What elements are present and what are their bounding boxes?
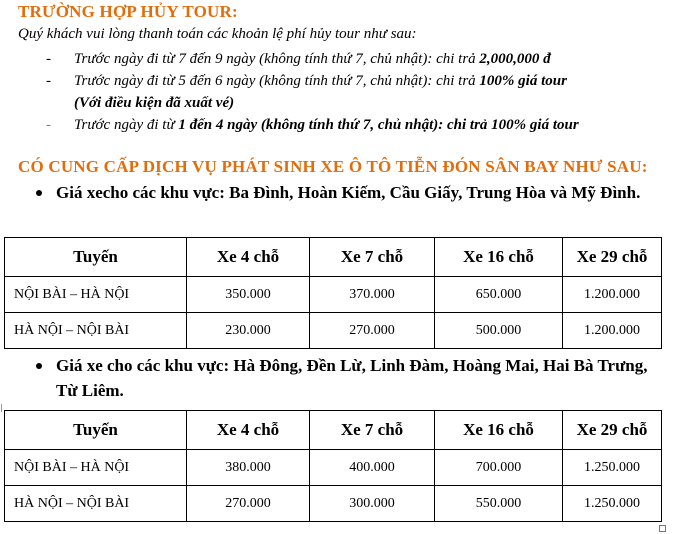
price-cell: 700.000 xyxy=(435,450,563,486)
price-cell: 1.250.000 xyxy=(563,486,662,522)
route-cell: NỘI BÀI – HÀ NỘI xyxy=(5,450,187,486)
table-resize-handle-icon[interactable] xyxy=(659,525,666,532)
table-header-row xyxy=(5,411,662,450)
cancel-fee-item xyxy=(46,48,676,70)
cancel-fee-amount: 100% giá tour xyxy=(479,73,567,89)
dash-marker: - xyxy=(46,117,51,133)
price-cell: 550.000 xyxy=(435,486,563,522)
route-cell: HÀ NỘI – NỘI BÀI xyxy=(5,313,187,349)
cancel-fee-text: Trước ngày đi từ xyxy=(74,117,179,133)
table-row xyxy=(5,450,662,486)
header-cell: Xe 16 chỗ xyxy=(435,238,563,277)
price-cell: 500.000 xyxy=(435,313,563,349)
cancel-fee-item xyxy=(46,70,676,92)
route-cell: HÀ NỘI – NỘI BÀI xyxy=(5,486,187,522)
cancel-fee-text: Trước ngày đi từ 5 đến 6 ngày (không tính thứ 7, chủ nhật): chi trả xyxy=(74,73,480,89)
price-cell: 1.200.000 xyxy=(563,313,662,349)
header-cell: Tuyến xyxy=(5,238,187,277)
price-cell: 270.000 xyxy=(310,313,435,349)
cancel-fee-amount: 1 đến 4 xyxy=(178,117,224,133)
dash-marker: - xyxy=(46,73,51,89)
price-table xyxy=(4,410,662,522)
cancel-fee-amount: 2,000,000 đ xyxy=(479,51,551,67)
cancel-fee-amount: (Với điều kiện đã xuất vé) xyxy=(74,95,235,111)
dash-marker: - xyxy=(46,51,51,67)
price-table xyxy=(4,237,662,349)
header-cell: Xe 7 chỗ xyxy=(310,238,435,277)
area-bullet-text: Giá xecho các khu vực: Ba Đình, Hoàn Kiếm, Cầu Giấy, Trung Hòa và Mỹ Đình. xyxy=(56,183,641,202)
route-cell: NỘI BÀI – HÀ NỘI xyxy=(5,277,187,313)
table-row xyxy=(5,313,662,349)
margin-mark xyxy=(1,404,2,412)
header-cell: Xe 4 chỗ xyxy=(187,411,310,450)
area-bullet-text: Giá xe cho các khu vực: Hà Đông, Đền Lừ, Linh Đàm, Hoàng Mai, Hai Bà Trưng, Từ Liêm. xyxy=(56,356,648,400)
price-cell: 370.000 xyxy=(310,277,435,313)
header-cell: Tuyến xyxy=(5,411,187,450)
cancel-fee-list xyxy=(46,48,676,136)
price-cell: 1.250.000 xyxy=(563,450,662,486)
header-cell: Xe 4 chỗ xyxy=(187,238,310,277)
table-row xyxy=(5,486,662,522)
cancel-heading: TRƯỜNG HỢP HỦY TOUR: xyxy=(18,2,238,21)
price-cell: 650.000 xyxy=(435,277,563,313)
price-cell: 230.000 xyxy=(187,313,310,349)
cancel-fee-text: Trước ngày đi từ 7 đến 9 ngày (không tính thứ 7, chủ nhật): chi trả xyxy=(74,51,480,67)
table-header-row xyxy=(5,238,662,277)
header-cell: Xe 7 chỗ xyxy=(310,411,435,450)
price-cell: 350.000 xyxy=(187,277,310,313)
bullet-dot-icon xyxy=(36,190,42,196)
price-cell: 380.000 xyxy=(187,450,310,486)
area-bullet xyxy=(36,180,666,205)
price-cell: 400.000 xyxy=(310,450,435,486)
service-heading: CÓ CUNG CẤP DỊCH VỤ PHÁT SINH XE Ô TÔ TIỄN ĐÓN SÂN BAY NHƯ SAU: xyxy=(18,157,648,176)
area-bullet xyxy=(36,353,666,403)
table-row xyxy=(5,277,662,313)
price-cell: 300.000 xyxy=(310,486,435,522)
header-cell: Xe 29 chỗ xyxy=(563,411,662,450)
bullet-dot-icon xyxy=(36,363,42,369)
cancel-intro: Quý khách vui lòng thanh toán các khoản lệ phí hủy tour như sau: xyxy=(18,26,417,42)
cancel-fee-item xyxy=(46,114,676,136)
cancel-fee-tail: ngày (không tính thứ 7, chủ nhật): chi trả 100% giá tour xyxy=(223,117,579,133)
header-cell: Xe 29 chỗ xyxy=(563,238,662,277)
price-cell: 270.000 xyxy=(187,486,310,522)
cancel-fee-item xyxy=(46,92,676,114)
price-cell: 1.200.000 xyxy=(563,277,662,313)
header-cell: Xe 16 chỗ xyxy=(435,411,563,450)
